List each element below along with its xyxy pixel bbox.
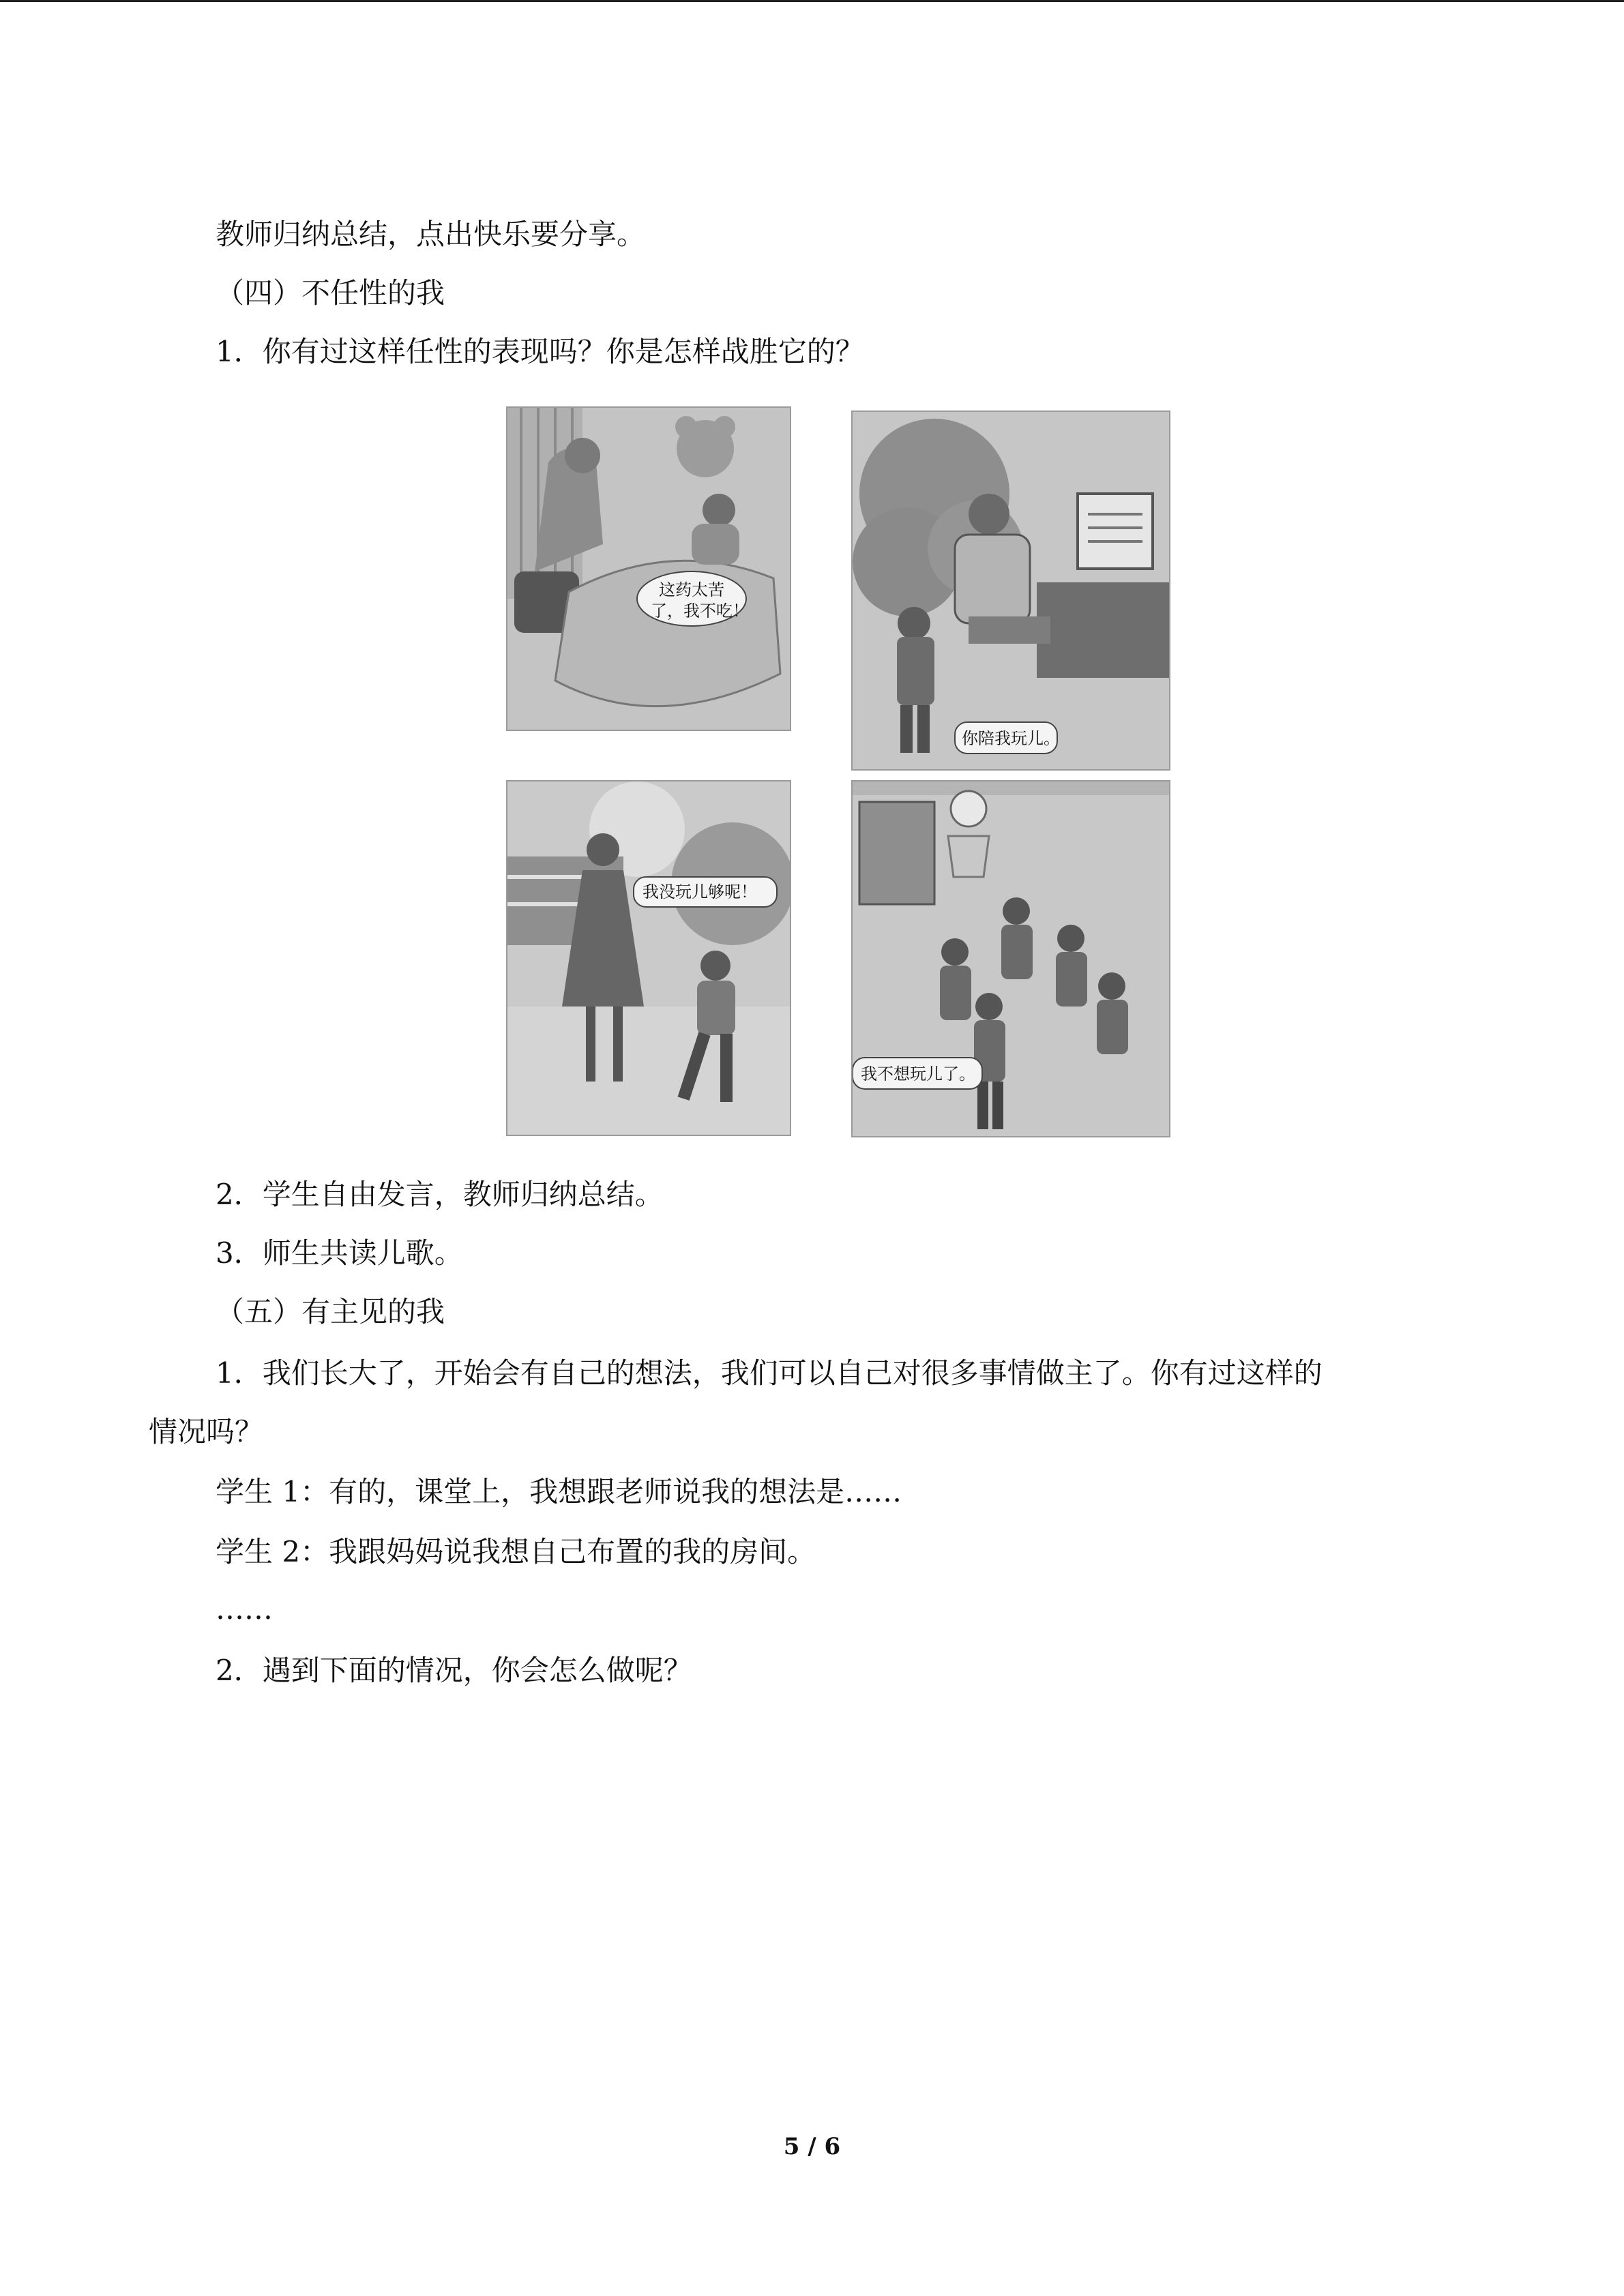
illustration-park	[506, 780, 791, 1136]
question-2b: 2．遇到下面的情况，你会怎么做呢？	[216, 1654, 692, 1687]
illustration-basketball	[851, 780, 1170, 1137]
panel3-bubble: 我没玩儿够呢！	[643, 882, 757, 901]
question-1: 1．你有过这样任性的表现吗？你是怎样战胜它的？	[216, 335, 864, 368]
question-3: 3．师生共读儿歌。	[216, 1236, 463, 1270]
question-1b-line2: 情况吗？	[149, 1415, 264, 1448]
paragraph-summary: 教师归纳总结，点出快乐要分享。	[216, 218, 646, 251]
panel1-bubble-line1: 这药太苦	[659, 580, 724, 599]
question-1b-line1: 1．我们长大了，开始会有自己的想法，我们可以自己对很多事情做主了。你有过这样的	[216, 1356, 1323, 1390]
student-1-answer: 学生 1：有的，课堂上，我想跟老师说我的想法是……	[216, 1475, 902, 1508]
question-2: 2．学生自由发言，教师归纳总结。	[216, 1178, 664, 1211]
section-heading-5: （五）有主见的我	[216, 1295, 445, 1328]
illustration-computer	[851, 411, 1170, 771]
illustration-medicine	[506, 406, 791, 731]
ellipsis-line: ……	[216, 1592, 273, 1626]
top-border	[0, 0, 1624, 2]
panel2-bubble: 你陪我玩儿。	[962, 729, 1060, 748]
panel4-bubble: 我不想玩儿了。	[861, 1064, 975, 1084]
panel1-bubble-line2: 了，我不吃！	[651, 601, 749, 621]
student-2-answer: 学生 2：我跟妈妈说我想自己布置的我的房间。	[216, 1535, 816, 1568]
page-number: 5 / 6	[783, 2133, 841, 2160]
section-heading-4: （四）不任性的我	[216, 276, 445, 310]
